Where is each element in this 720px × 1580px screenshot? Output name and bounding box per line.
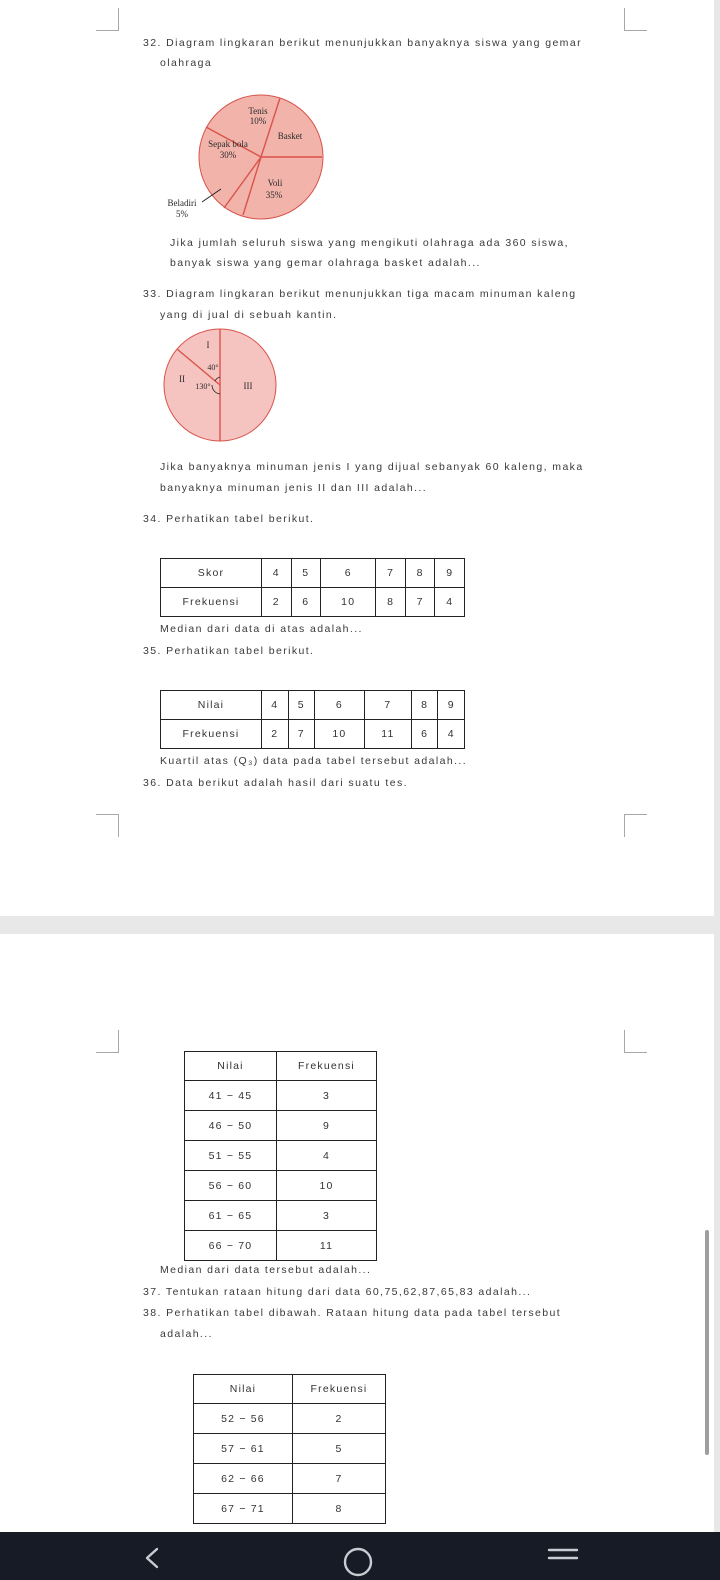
- table-cell: 3: [277, 1201, 377, 1231]
- table-row: [161, 559, 465, 588]
- table-cell: 6: [321, 559, 376, 588]
- q32-question-cont: olahraga: [160, 57, 213, 69]
- table-cell: 4: [262, 559, 292, 588]
- pie-label-tenis: Tenis: [248, 106, 268, 116]
- table-row: [185, 1201, 377, 1231]
- table-cell: 66 − 70: [185, 1231, 277, 1261]
- page-corner-mark: [624, 814, 647, 837]
- q34-row1-label: Skor: [161, 559, 262, 588]
- table-cell: 9: [438, 691, 465, 720]
- q35-question: Kuartil atas (Q₃) data pada tabel tersebut adalah...: [160, 755, 468, 767]
- table-cell: 61 − 65: [185, 1201, 277, 1231]
- pie-label-tenis-pct: 10%: [249, 116, 267, 126]
- q35-table: [160, 690, 465, 749]
- table-cell: 62 − 66: [194, 1464, 293, 1494]
- q32-question: 32. Diagram lingkaran berikut menunjukkan banyaknya siswa yang gemar: [143, 37, 582, 49]
- table-cell: 7: [376, 559, 406, 588]
- table-row: [194, 1494, 386, 1524]
- table-row: [194, 1404, 386, 1434]
- table-cell: 10: [321, 588, 376, 617]
- document-page-2: [0, 934, 714, 1534]
- q34-intro: 34. Perhatikan tabel berikut.: [143, 513, 315, 525]
- table-cell: 4: [277, 1141, 377, 1171]
- pie-label-sepak-bola: Sepak bola: [208, 139, 248, 149]
- table-cell: 2: [293, 1404, 386, 1434]
- q38-question-cont: adalah...: [160, 1328, 213, 1340]
- table-cell: 10: [277, 1171, 377, 1201]
- q38-question: 38. Perhatikan tabel dibawah. Rataan hitung data pada tabel tersebut: [143, 1307, 562, 1319]
- table-cell: 41 − 45: [185, 1081, 277, 1111]
- table-cell: 8: [293, 1494, 386, 1524]
- table-row: [185, 1111, 377, 1141]
- q36-table: [184, 1051, 377, 1261]
- q33-text-2: banyaknya minuman jenis II dan III adalah...: [160, 482, 428, 494]
- table-header-row: [185, 1052, 377, 1081]
- pie-label-sepak-bola-pct: 30%: [219, 150, 237, 160]
- table-cell: 8: [405, 559, 435, 588]
- table-cell: 2: [262, 720, 289, 749]
- table-cell: 4: [438, 720, 465, 749]
- table-header-row: [194, 1375, 386, 1404]
- q35-row1-label: Nilai: [161, 691, 262, 720]
- table-row: [185, 1141, 377, 1171]
- table-row: [185, 1171, 377, 1201]
- table-row: [161, 720, 465, 749]
- table-cell: 2: [262, 588, 292, 617]
- table-cell: 11: [277, 1231, 377, 1261]
- table-cell: 67 − 71: [194, 1494, 293, 1524]
- scrollbar-thumb[interactable]: [705, 1230, 709, 1455]
- q32-text-2: banyak siswa yang gemar olahraga basket adalah...: [170, 257, 481, 269]
- q37-question: 37. Tentukan rataan hitung dari data 60,75,62,87,65,83 adalah...: [143, 1286, 532, 1298]
- table-cell: 5: [291, 559, 321, 588]
- table-row: [185, 1081, 377, 1111]
- table-cell: 46 − 50: [185, 1111, 277, 1141]
- table-row: [161, 691, 465, 720]
- table-cell: 52 − 56: [194, 1404, 293, 1434]
- table-cell: 6: [411, 720, 438, 749]
- q34-question: Median dari data di atas adalah...: [160, 623, 363, 635]
- table-cell: 5: [293, 1434, 386, 1464]
- recents-icon[interactable]: [546, 1546, 580, 1570]
- table-cell: 5: [288, 691, 315, 720]
- page-corner-mark: [96, 814, 119, 837]
- table-cell: 7: [288, 720, 315, 749]
- q33-pie-chart: [160, 325, 285, 450]
- page-corner-mark: [96, 8, 119, 31]
- pie-label-voli: Voli: [267, 178, 283, 188]
- table-cell: 6: [315, 691, 365, 720]
- table-cell: 7: [364, 691, 411, 720]
- table-cell: 4: [435, 588, 465, 617]
- q33-question-cont: yang di jual di sebuah kantin.: [160, 309, 338, 321]
- q35-row2-label: Frekuensi: [161, 720, 262, 749]
- table-cell: 8: [411, 691, 438, 720]
- back-icon[interactable]: [140, 1546, 164, 1570]
- table-cell: 56 − 60: [185, 1171, 277, 1201]
- q32-text-1: Jika jumlah seluruh siswa yang mengikuti olahraga ada 360 siswa,: [170, 237, 569, 249]
- table-cell: 57 − 61: [194, 1434, 293, 1464]
- table-cell: 9: [435, 559, 465, 588]
- q36-intro: 36. Data berikut adalah hasil dari suatu tes.: [143, 777, 408, 789]
- table-cell: 7: [405, 588, 435, 617]
- table-row: [194, 1434, 386, 1464]
- table-cell: 11: [364, 720, 411, 749]
- page-corner-mark: [96, 1030, 119, 1053]
- pie-label-beladiri: Beladiri: [167, 198, 197, 208]
- table-cell: 10: [315, 720, 365, 749]
- pie-label-basket: Basket: [277, 131, 303, 141]
- pie-label-i: I: [206, 340, 210, 350]
- q32-pie-chart: [160, 88, 330, 223]
- pie-label-angle-130: 130°: [195, 382, 211, 391]
- table-row: [161, 588, 465, 617]
- pie-label-angle-40: 40°: [207, 363, 219, 372]
- table-row: [185, 1231, 377, 1261]
- q35-intro: 35. Perhatikan tabel berikut.: [143, 645, 315, 657]
- table-cell: 8: [376, 588, 406, 617]
- q33-text-1: Jika banyaknya minuman jenis I yang dijual sebanyak 60 kaleng, maka: [160, 461, 584, 473]
- system-navigation-bar: [0, 1532, 720, 1580]
- q34-row2-label: Frekuensi: [161, 588, 262, 617]
- table-row: [194, 1464, 386, 1494]
- q33-question: 33. Diagram lingkaran berikut menunjukkan tiga macam minuman kaleng: [143, 288, 577, 300]
- pie-label-voli-pct: 35%: [265, 190, 283, 200]
- q38-header-nilai: Nilai: [194, 1375, 293, 1404]
- page-corner-mark: [624, 1030, 647, 1053]
- table-cell: 51 − 55: [185, 1141, 277, 1171]
- q36-header-nilai: Nilai: [185, 1052, 277, 1081]
- pie-label-beladiri-pct: 5%: [176, 209, 188, 219]
- q36-header-frekuensi: Frekuensi: [277, 1052, 377, 1081]
- table-cell: 9: [277, 1111, 377, 1141]
- table-cell: 6: [291, 588, 321, 617]
- page-corner-mark: [624, 8, 647, 31]
- table-cell: 7: [293, 1464, 386, 1494]
- table-cell: 4: [262, 691, 289, 720]
- pie-label-ii: II: [179, 374, 185, 384]
- q38-header-frekuensi: Frekuensi: [293, 1375, 386, 1404]
- pie-label-iii: III: [243, 381, 253, 391]
- table-cell: 3: [277, 1081, 377, 1111]
- q38-table: [193, 1374, 386, 1524]
- q36-question: Median dari data tersebut adalah...: [160, 1264, 372, 1276]
- home-icon[interactable]: [342, 1546, 374, 1578]
- q34-table: [160, 558, 465, 617]
